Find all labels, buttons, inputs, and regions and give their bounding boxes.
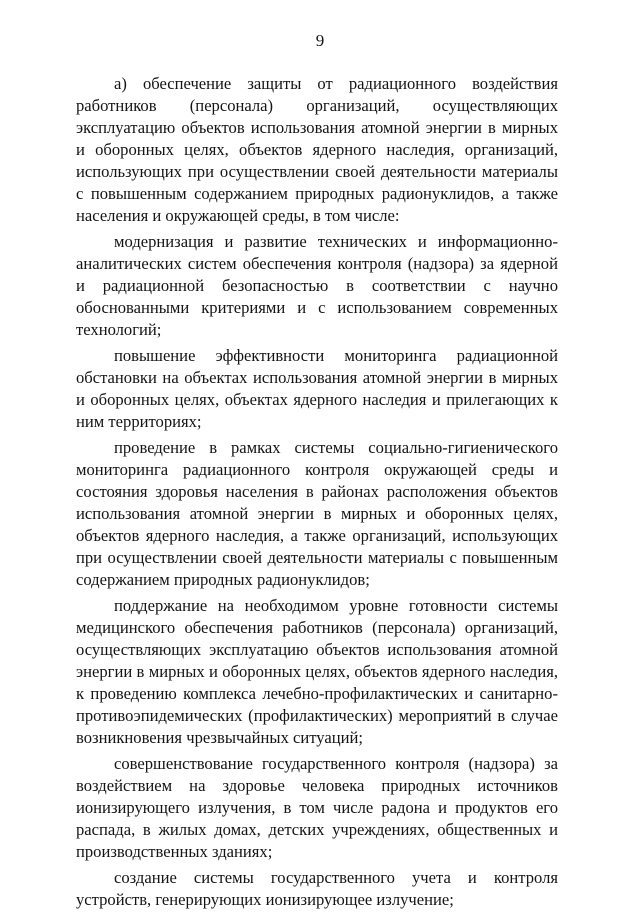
paragraph-monitoring: повышение эффективности мониторинга радиационной обстановки на объектах использования атомной энергии в мирных и оборонных целях, объектах ядерного наследия и прилегающих к ним территориях; [76,346,558,431]
paragraph-social-hygienic: проведение в рамках системы социально-гигиенического мониторинга радиационного контроля окружающей среды и состояния здоровья населения в районах расположения объектов использования атомной энергии в мирных и оборонных целях, объектов ядерного наследия, а также организаций, использующих при осуществлении своей деятельности материалы с повышенным содержанием природных радионуклидов; [76,438,558,589]
page-number: 9 [315,31,325,50]
paragraph-item-a: а) обеспечение защиты от радиационного воздействия работников (персонала) организаций, осуществляющих эксплуатацию объектов использования атомной энергии в мирных и оборонных целях, объектов ядерного наследия, организаций, использующих при осуществлении своей деятельности материалы с повышенным содержанием природных радионуклидов, а также населения и окружающей среды, в том числе: [76,74,558,225]
paragraph-modernization: модернизация и развитие технических и информационно-аналитических систем обеспечения контроля (надзора) за ядерной и радиационной безопасностью в соответствии с научно обоснованными критериями и с использованием современных технологий; [76,232,558,339]
paragraph-registry: создание системы государственного учета и контроля устройств, генерирующих ионизирующее излучение; [76,868,558,909]
document-body [76,73,558,915]
paragraph-medical-support: поддержание на необходимом уровне готовности системы медицинского обеспечения работников (персонала) организаций, осуществляющих эксплуатацию объектов использования атомной энергии в мирных и оборонных целях, объектов ядерного наследия, к проведению комплекса лечебно-профилактических и санитарно-противоэпидемических (профилактических) мероприятий в случае возникновения чрезвычайных ситуаций; [76,596,558,747]
paragraph-state-control: совершенствование государственного контроля (надзора) за воздействием на здоровье человека природных источников ионизирующего излучения, в том числе радона и продуктов его распада, в жилых домах, детских учреждениях, общественных и производственных зданиях; [76,754,558,861]
